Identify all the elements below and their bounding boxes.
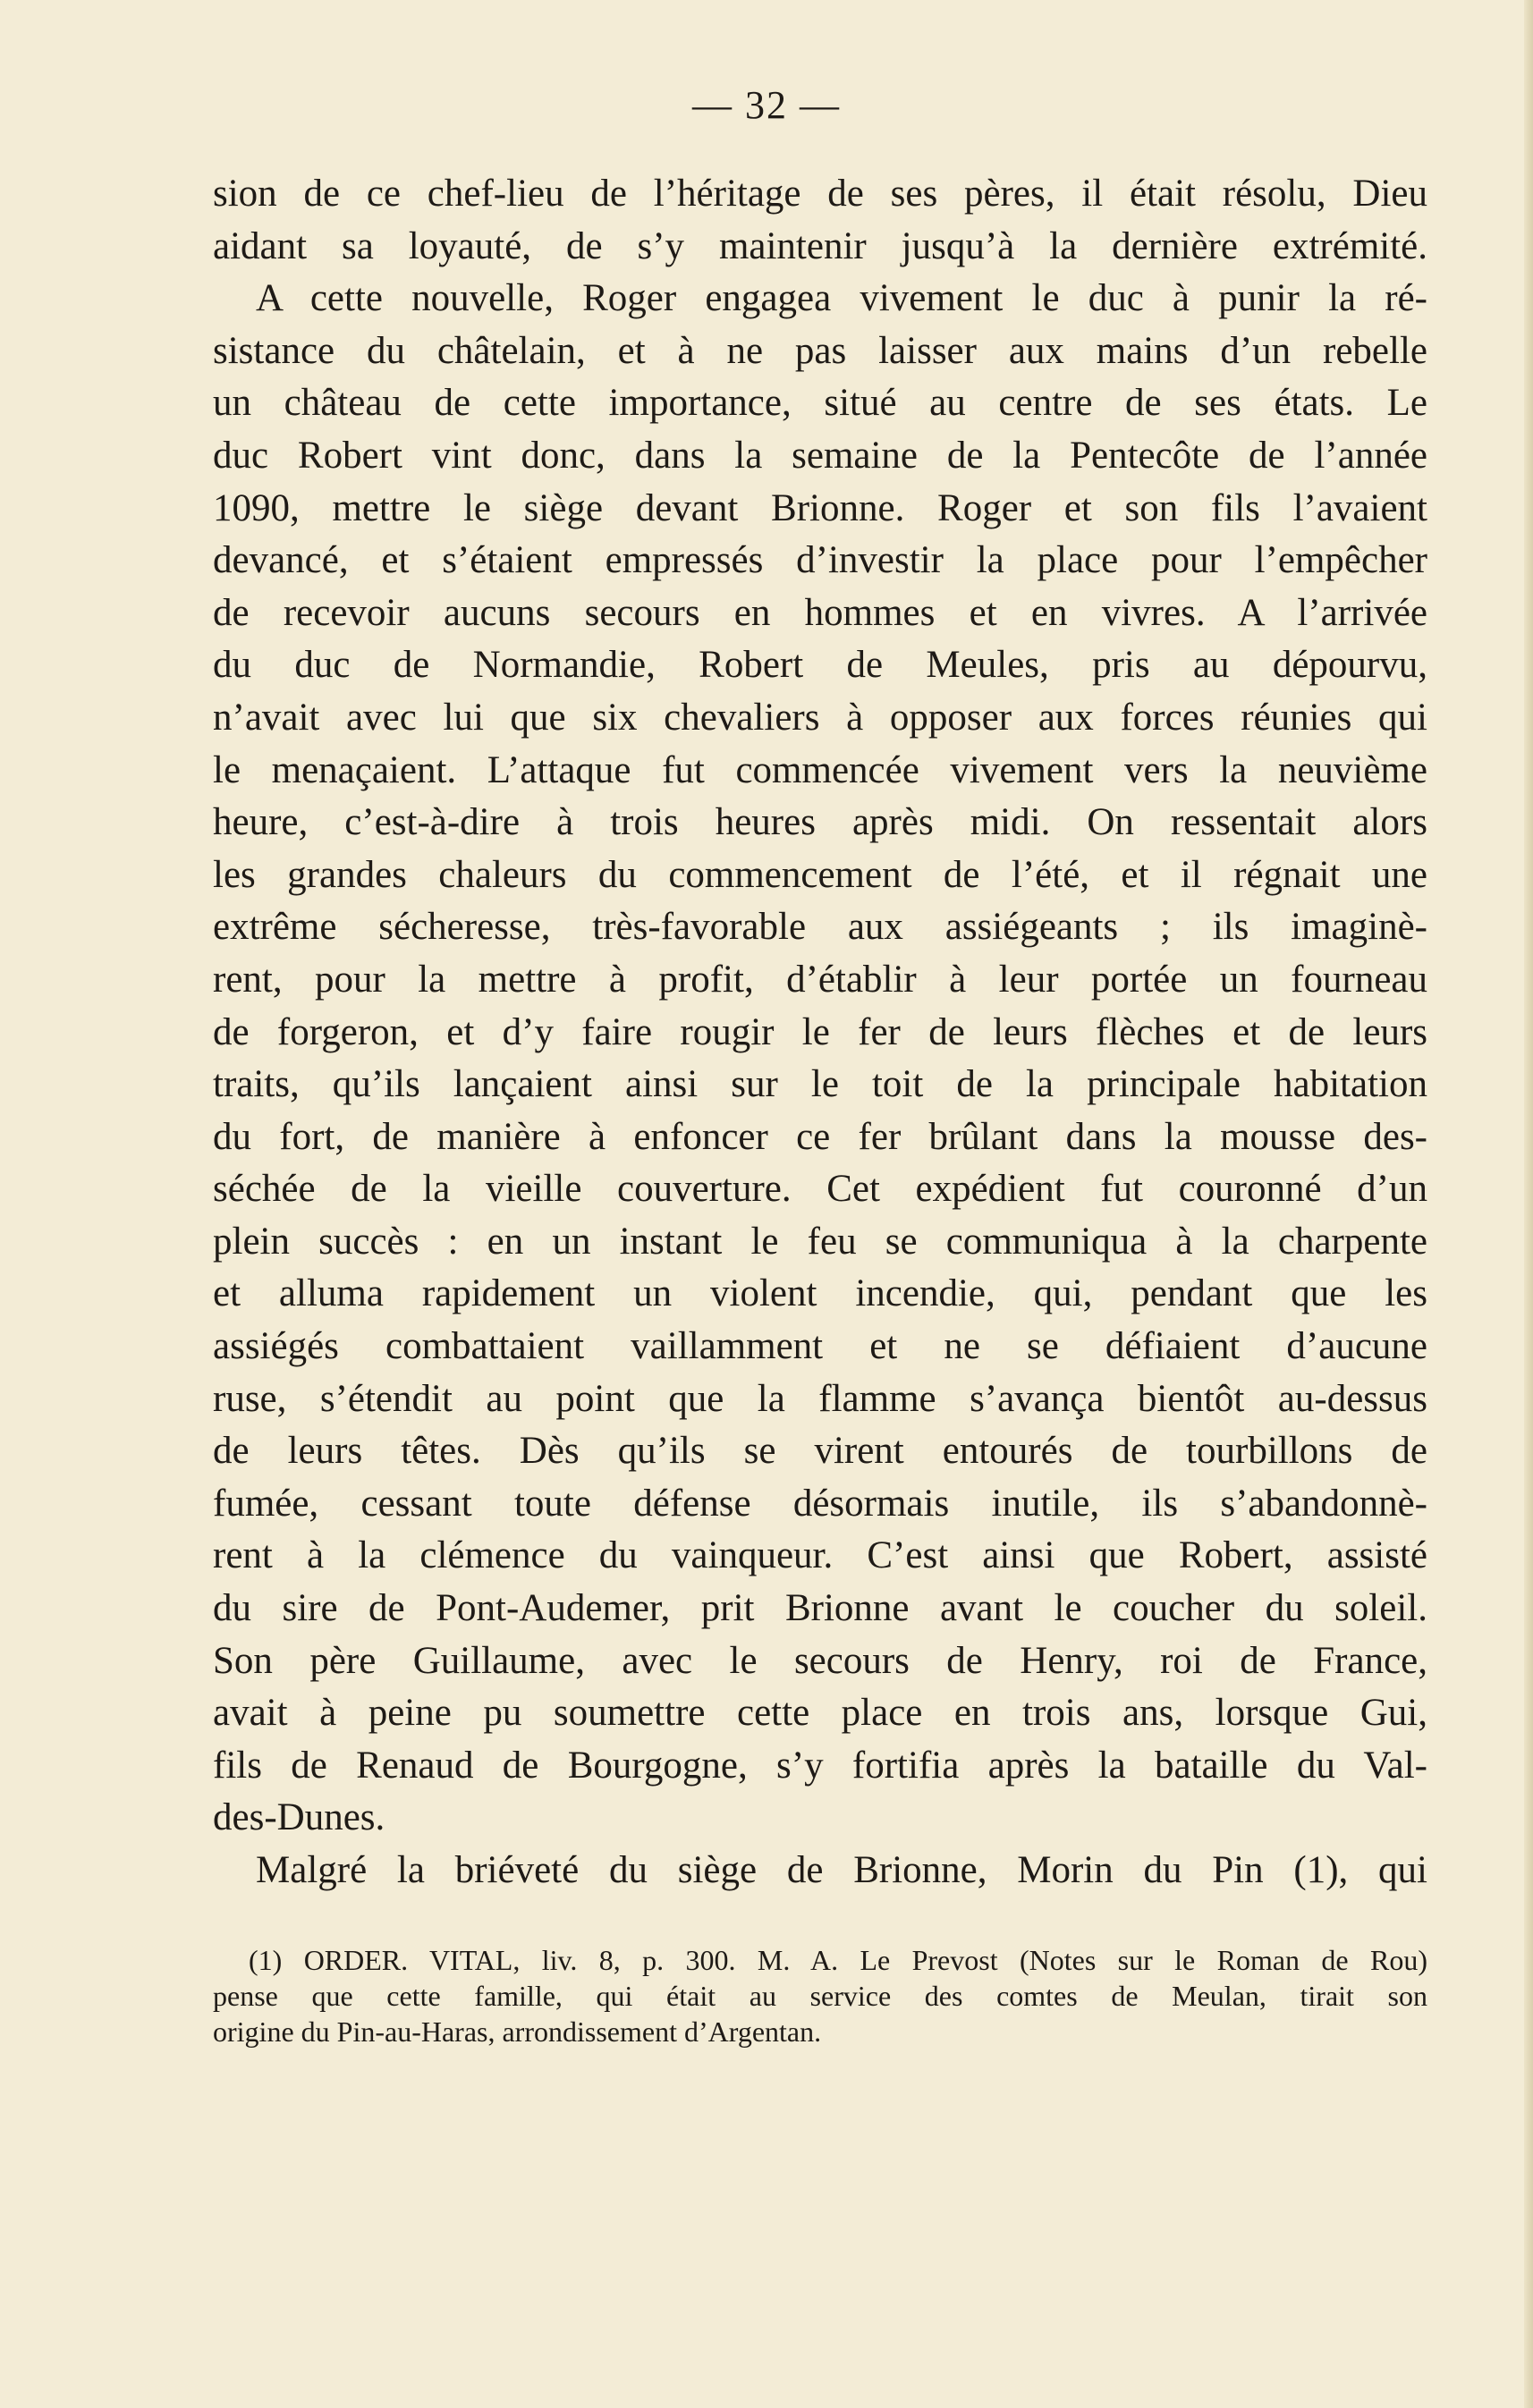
text-line: rent, pour la mettre à profit, d’établir à leur portée un fourneau	[213, 958, 1427, 1001]
text-line: séchée de la vieille couverture. Cet expédient fut couronné d’un	[213, 1168, 1427, 1211]
text-line: assiégés combattaient vaillamment et ne se défiaient d’aucune	[213, 1325, 1427, 1368]
text-line: rent à la clémence du vainqueur. C’est ainsi que Robert, assisté	[213, 1534, 1427, 1577]
page-number: — 32 —	[692, 83, 841, 127]
text-line: fils de Renaud de Bourgogne, s’y fortifia après la bataille du Val-	[213, 1744, 1427, 1787]
footnote-line: origine du Pin-au-Haras, arrondissement d’Argentan.	[213, 2015, 822, 2048]
text-line: et alluma rapidement un violent incendie, qui, pendant que les	[213, 1272, 1427, 1315]
text-line: sistance du châtelain, et à ne pas laisser aux mains d’un rebelle	[213, 329, 1427, 372]
text-line: 1090, mettre le siège devant Brionne. Roger et son fils l’avaient	[213, 486, 1427, 529]
text-line: des-Dunes.	[213, 1796, 385, 1839]
footnote-line: (1) ORDER. VITAL, liv. 8, p. 300. M. A. Le Prevost (Notes sur le Roman de Rou)	[249, 1944, 1427, 1976]
text-line: heure, c’est-à-dire à trois heures après midi. On ressentait alors	[213, 801, 1427, 844]
page-edge	[1524, 0, 1533, 2408]
text-line: n’avait avec lui que six chevaliers à opposer aux forces réunies qui	[213, 696, 1427, 739]
text-line: sion de ce chef-lieu de l’héritage de ses pères, il était résolu, Dieu	[213, 173, 1427, 215]
text-line: duc Robert vint donc, dans la semaine de la Pentecôte de l’année	[213, 434, 1427, 477]
footnote-line: pense que cette famille, qui était au service des comtes de Meulan, tirait son	[213, 1980, 1427, 2012]
body-text	[213, 168, 1427, 1897]
text-line: extrême sécheresse, très-favorable aux assiégeants ; ils imaginè-	[213, 906, 1427, 949]
text-line: de recevoir aucuns secours en hommes et en vivres. A l’arrivée	[213, 591, 1427, 634]
text-line: du sire de Pont-Audemer, prit Brionne avant le coucher du soleil.	[213, 1587, 1427, 1630]
text-line: le menaçaient. L’attaque fut commencée vivement vers la neuvième	[213, 748, 1427, 791]
text-line: de forgeron, et d’y faire rougir le fer de leurs flèches et de leurs	[213, 1010, 1427, 1053]
text-line: les grandes chaleurs du commencement de l’été, et il régnait une	[213, 853, 1427, 896]
footnote	[213, 1942, 1427, 2049]
text-line: traits, qu’ils lançaient ainsi sur le toit de la principale habitation	[213, 1063, 1427, 1106]
text-line: ruse, s’étendit au point que la flamme s’avança bientôt au-dessus	[213, 1377, 1427, 1420]
text-line: de leurs têtes. Dès qu’ils se virent entourés de tourbillons de	[213, 1430, 1427, 1473]
text-line: du fort, de manière à enfoncer ce fer brûlant dans la mousse des-	[213, 1115, 1427, 1158]
text-line: plein succès : en un instant le feu se communiqua à la charpente	[213, 1220, 1427, 1263]
text-line: fumée, cessant toute défense désormais inutile, ils s’abandonnè-	[213, 1482, 1427, 1525]
text-line: Son père Guillaume, avec le secours de Henry, roi de France,	[213, 1639, 1427, 1682]
text-line: Malgré la briéveté du siège de Brionne, Morin du Pin (1), qui	[256, 1849, 1427, 1891]
text-line: aidant sa loyauté, de s’y maintenir jusqu’à la dernière extrémité.	[213, 224, 1427, 267]
text-line: devancé, et s’étaient empressés d’investir la place pour l’empêcher	[213, 539, 1427, 582]
text-line: avait à peine pu soumettre cette place en trois ans, lorsque Gui,	[213, 1692, 1427, 1735]
text-line: un château de cette importance, situé au centre de ses états. Le	[213, 382, 1427, 425]
text-line: A cette nouvelle, Roger engagea vivement le duc à punir la ré-	[256, 277, 1427, 320]
text-line: du duc de Normandie, Robert de Meules, pris au dépourvu,	[213, 644, 1427, 687]
